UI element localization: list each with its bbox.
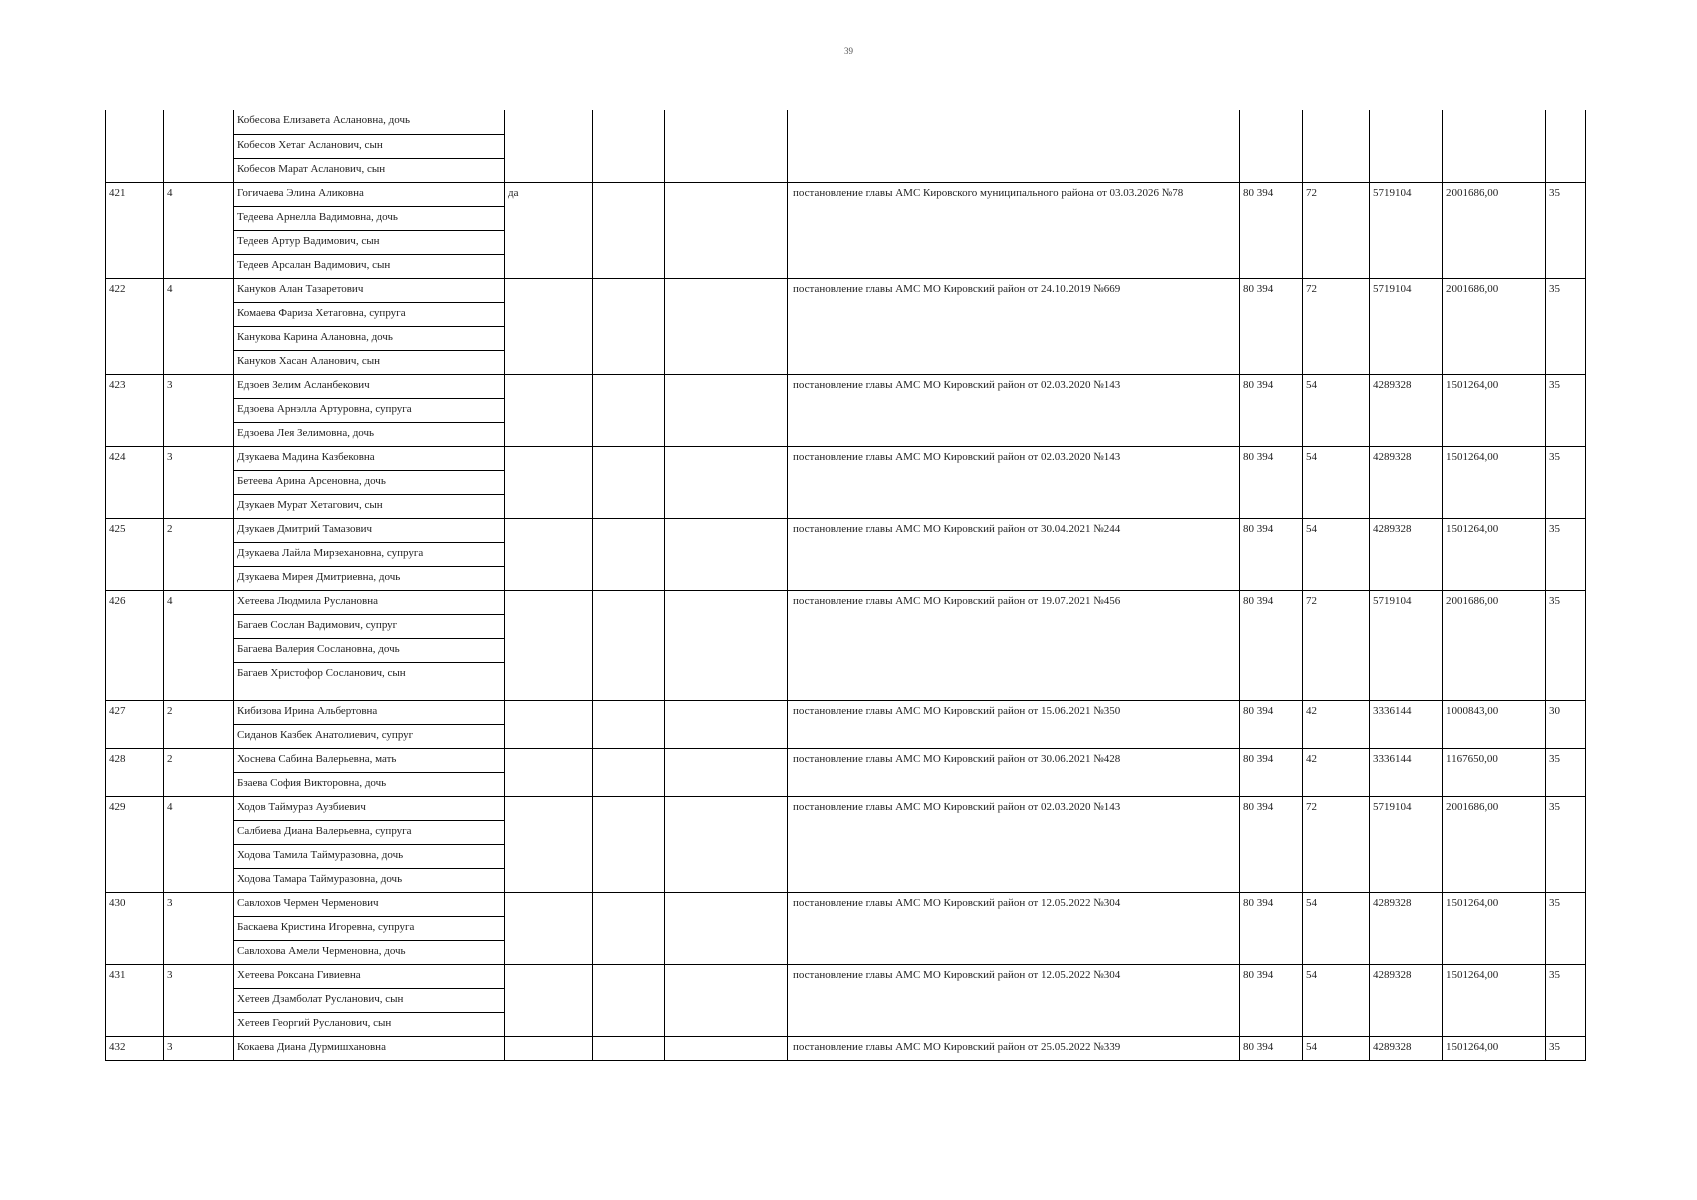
percent-cell: 35	[1546, 748, 1586, 796]
family-member-cell: Бзаева София Викторовна, дочь	[234, 772, 505, 796]
area-cell: 54	[1303, 1036, 1370, 1060]
oktmo-cell: 80 394	[1240, 590, 1303, 700]
family-member-cell: Багаев Сослан Вадимович, супруг	[234, 614, 505, 638]
family-member-cell: Кобесова Елизавета Аслановна, дочь	[234, 110, 505, 134]
page-number: 39	[844, 46, 853, 56]
empty-cell	[665, 964, 788, 1036]
payment-cell: 1501264,00	[1443, 964, 1546, 1036]
oktmo-cell: 80 394	[1240, 182, 1303, 278]
document-cell: постановление главы АМС МО Кировский район от 02.03.2020 №143	[788, 446, 1240, 518]
cost-cell: 4289328	[1370, 892, 1443, 964]
family-size-cell: 2	[164, 748, 234, 796]
family-member-cell: Едзоева Лея Зелимовна, дочь	[234, 422, 505, 446]
empty-cell	[593, 110, 665, 182]
cost-cell: 4289328	[1370, 518, 1443, 590]
empty-cell	[665, 518, 788, 590]
flag-cell	[505, 518, 593, 590]
cost-cell: 3336144	[1370, 700, 1443, 748]
document-cell: постановление главы АМС МО Кировский район от 02.03.2020 №143	[788, 374, 1240, 446]
oktmo-cell: 80 394	[1240, 964, 1303, 1036]
family-member-cell: Бетеева Арина Арсеновна, дочь	[234, 470, 505, 494]
empty-cell	[593, 518, 665, 590]
payment-cell: 2001686,00	[1443, 590, 1546, 700]
family-member-cell: Хетеев Дзамболат Русланович, сын	[234, 988, 505, 1012]
area-cell: 54	[1303, 964, 1370, 1036]
table-row	[106, 374, 1586, 398]
family-size-cell: 4	[164, 278, 234, 374]
empty-cell	[593, 700, 665, 748]
flag-cell	[505, 446, 593, 518]
family-member-cell: Хоснева Сабина Валерьевна, мать	[234, 748, 505, 772]
payment-cell: 2001686,00	[1443, 796, 1546, 892]
family-member-cell: Кокаева Диана Дурмишхановна	[234, 1036, 505, 1060]
payment-cell: 2001686,00	[1443, 182, 1546, 278]
payment-cell: 2001686,00	[1443, 278, 1546, 374]
cost-cell: 5719104	[1370, 182, 1443, 278]
empty-cell	[593, 446, 665, 518]
family-member-cell: Баскаева Кристина Игоревна, супруга	[234, 916, 505, 940]
flag-cell	[505, 700, 593, 748]
document-cell: постановление главы АМС МО Кировский район от 12.05.2022 №304	[788, 892, 1240, 964]
payment-cell: 1501264,00	[1443, 374, 1546, 446]
family-member-cell: Савлохов Чермен Черменович	[234, 892, 505, 916]
document-cell: постановление главы АМС МО Кировский район от 15.06.2021 №350	[788, 700, 1240, 748]
empty-cell	[593, 182, 665, 278]
family-member-cell: Дзукаев Мурат Хетагович, сын	[234, 494, 505, 518]
table-row	[106, 1036, 1586, 1060]
cost-cell: 5719104	[1370, 278, 1443, 374]
table-row	[106, 278, 1586, 302]
family-member-cell: Дзукаев Дмитрий Тамазович	[234, 518, 505, 542]
oktmo-cell	[1240, 110, 1303, 182]
flag-cell	[505, 964, 593, 1036]
empty-cell	[665, 374, 788, 446]
empty-cell	[665, 748, 788, 796]
document-cell: постановление главы АМС МО Кировский район от 30.06.2021 №428	[788, 748, 1240, 796]
document-cell: постановление главы АМС МО Кировский район от 24.10.2019 №669	[788, 278, 1240, 374]
payment-cell: 1501264,00	[1443, 892, 1546, 964]
table-row	[106, 590, 1586, 614]
flag-cell	[505, 110, 593, 182]
area-cell: 72	[1303, 182, 1370, 278]
family-size-cell: 3	[164, 964, 234, 1036]
oktmo-cell: 80 394	[1240, 796, 1303, 892]
flag-cell	[505, 748, 593, 796]
family-size-cell: 3	[164, 446, 234, 518]
family-member-cell: Савлохова Амели Черменовна, дочь	[234, 940, 505, 964]
family-member-cell: Тедеев Артур Вадимович, сын	[234, 230, 505, 254]
document-cell: постановление главы АМС МО Кировский район от 19.07.2021 №456	[788, 590, 1240, 700]
family-size-cell: 3	[164, 374, 234, 446]
family-member-cell: Ходова Тамила Таймуразовна, дочь	[234, 844, 505, 868]
area-cell: 72	[1303, 590, 1370, 700]
percent-cell: 35	[1546, 374, 1586, 446]
family-member-cell: Комаева Фариза Хетаговна, супруга	[234, 302, 505, 326]
empty-cell	[593, 748, 665, 796]
record-number-cell: 424	[106, 446, 164, 518]
empty-cell	[593, 590, 665, 700]
document-cell: постановление главы АМС Кировского муниципального района от 03.03.2026 №78	[788, 182, 1240, 278]
payment-cell	[1443, 110, 1546, 182]
empty-cell	[665, 892, 788, 964]
record-number-cell: 426	[106, 590, 164, 700]
area-cell: 42	[1303, 748, 1370, 796]
family-size-cell: 3	[164, 1036, 234, 1060]
percent-cell	[1546, 110, 1586, 182]
cost-cell: 4289328	[1370, 374, 1443, 446]
flag-cell	[505, 590, 593, 700]
area-cell: 54	[1303, 446, 1370, 518]
family-member-cell: Тедеева Арнелла Вадимовна, дочь	[234, 206, 505, 230]
record-number-cell: 422	[106, 278, 164, 374]
area-cell: 54	[1303, 518, 1370, 590]
family-member-cell: Сиданов Казбек Анатолиевич, супруг	[234, 724, 505, 748]
empty-cell	[593, 892, 665, 964]
registry-table	[105, 110, 1586, 1061]
family-member-cell: Кибизова Ирина Альбертовна	[234, 700, 505, 724]
area-cell: 72	[1303, 796, 1370, 892]
family-size-cell	[164, 110, 234, 182]
family-size-cell: 2	[164, 700, 234, 748]
cost-cell: 4289328	[1370, 964, 1443, 1036]
flag-cell	[505, 796, 593, 892]
flag-cell: да	[505, 182, 593, 278]
family-member-cell: Хетеев Георгий Русланович, сын	[234, 1012, 505, 1036]
table-row	[106, 748, 1586, 772]
empty-cell	[665, 590, 788, 700]
flag-cell	[505, 374, 593, 446]
table-row	[106, 518, 1586, 542]
record-number-cell: 429	[106, 796, 164, 892]
family-member-cell: Кануков Алан Тазаретович	[234, 278, 505, 302]
cost-cell: 4289328	[1370, 1036, 1443, 1060]
table-row	[106, 796, 1586, 820]
family-member-cell: Ходова Тамара Таймуразовна, дочь	[234, 868, 505, 892]
document-cell: постановление главы АМС МО Кировский район от 12.05.2022 №304	[788, 964, 1240, 1036]
family-member-cell: Багаева Валерия Сослановна, дочь	[234, 638, 505, 662]
family-member-cell: Ходов Таймураз Аузбиевич	[234, 796, 505, 820]
empty-cell	[665, 182, 788, 278]
record-number-cell	[106, 110, 164, 182]
payment-cell: 1000843,00	[1443, 700, 1546, 748]
empty-cell	[665, 700, 788, 748]
flag-cell	[505, 1036, 593, 1060]
table-row	[106, 892, 1586, 916]
percent-cell: 35	[1546, 796, 1586, 892]
record-number-cell: 421	[106, 182, 164, 278]
document-cell: постановление главы АМС МО Кировский район от 02.03.2020 №143	[788, 796, 1240, 892]
empty-cell	[665, 446, 788, 518]
oktmo-cell: 80 394	[1240, 1036, 1303, 1060]
document-cell	[788, 110, 1240, 182]
family-member-cell: Едзоев Зелим Асланбекович	[234, 374, 505, 398]
oktmo-cell: 80 394	[1240, 700, 1303, 748]
empty-cell	[593, 796, 665, 892]
empty-cell	[593, 374, 665, 446]
record-number-cell: 428	[106, 748, 164, 796]
area-cell	[1303, 110, 1370, 182]
document-cell: постановление главы АМС МО Кировский район от 30.04.2021 №244	[788, 518, 1240, 590]
payment-cell: 1501264,00	[1443, 518, 1546, 590]
area-cell: 72	[1303, 278, 1370, 374]
family-member-cell: Кануков Хасан Аланович, сын	[234, 350, 505, 374]
oktmo-cell: 80 394	[1240, 446, 1303, 518]
family-member-cell: Хетеева Роксана Гивиевна	[234, 964, 505, 988]
family-size-cell: 4	[164, 590, 234, 700]
flag-cell	[505, 278, 593, 374]
percent-cell: 35	[1546, 278, 1586, 374]
empty-cell	[593, 1036, 665, 1060]
table-row	[106, 700, 1586, 724]
document-cell: постановление главы АМС МО Кировский район от 25.05.2022 №339	[788, 1036, 1240, 1060]
oktmo-cell: 80 394	[1240, 748, 1303, 796]
family-member-cell: Дзукаева Мирея Дмитриевна, дочь	[234, 566, 505, 590]
family-size-cell: 4	[164, 796, 234, 892]
area-cell: 54	[1303, 892, 1370, 964]
empty-cell	[593, 964, 665, 1036]
family-member-cell: Дзукаева Лайла Мирзехановна, супруга	[234, 542, 505, 566]
percent-cell: 30	[1546, 700, 1586, 748]
record-number-cell: 431	[106, 964, 164, 1036]
cost-cell: 3336144	[1370, 748, 1443, 796]
percent-cell: 35	[1546, 446, 1586, 518]
flag-cell	[505, 892, 593, 964]
record-number-cell: 432	[106, 1036, 164, 1060]
family-member-cell: Кобесов Хетаг Асланович, сын	[234, 134, 505, 158]
oktmo-cell: 80 394	[1240, 278, 1303, 374]
family-member-cell: Хетеева Людмила Руслановна	[234, 590, 505, 614]
payment-cell: 1167650,00	[1443, 748, 1546, 796]
percent-cell: 35	[1546, 518, 1586, 590]
cost-cell: 5719104	[1370, 796, 1443, 892]
family-member-cell: Едзоева Арнэлла Артуровна, супруга	[234, 398, 505, 422]
family-member-cell: Гогичаева Элина Аликовна	[234, 182, 505, 206]
oktmo-cell: 80 394	[1240, 518, 1303, 590]
area-cell: 42	[1303, 700, 1370, 748]
oktmo-cell: 80 394	[1240, 892, 1303, 964]
record-number-cell: 427	[106, 700, 164, 748]
table-row	[106, 182, 1586, 206]
family-member-cell: Салбиева Диана Валерьевна, супруга	[234, 820, 505, 844]
cost-cell	[1370, 110, 1443, 182]
family-size-cell: 4	[164, 182, 234, 278]
family-size-cell: 3	[164, 892, 234, 964]
table-row	[106, 964, 1586, 988]
table-row	[106, 446, 1586, 470]
family-size-cell: 2	[164, 518, 234, 590]
record-number-cell: 423	[106, 374, 164, 446]
percent-cell: 35	[1546, 590, 1586, 700]
empty-cell	[593, 278, 665, 374]
family-member-cell: Тедеев Арсалан Вадимович, сын	[234, 254, 505, 278]
cost-cell: 4289328	[1370, 446, 1443, 518]
family-member-cell: Багаев Христофор Сосланович, сын	[234, 662, 505, 700]
family-member-cell: Канукова Карина Алановна, дочь	[234, 326, 505, 350]
payment-cell: 1501264,00	[1443, 446, 1546, 518]
percent-cell: 35	[1546, 1036, 1586, 1060]
area-cell: 54	[1303, 374, 1370, 446]
record-number-cell: 425	[106, 518, 164, 590]
payment-cell: 1501264,00	[1443, 1036, 1546, 1060]
percent-cell: 35	[1546, 182, 1586, 278]
cost-cell: 5719104	[1370, 590, 1443, 700]
percent-cell: 35	[1546, 964, 1586, 1036]
record-number-cell: 430	[106, 892, 164, 964]
registry-body	[106, 110, 1586, 1060]
percent-cell: 35	[1546, 892, 1586, 964]
empty-cell	[665, 278, 788, 374]
empty-cell	[665, 796, 788, 892]
family-member-cell: Дзукаева Мадина Казбековна	[234, 446, 505, 470]
table-row	[106, 110, 1586, 134]
oktmo-cell: 80 394	[1240, 374, 1303, 446]
empty-cell	[665, 110, 788, 182]
empty-cell	[665, 1036, 788, 1060]
family-member-cell: Кобесов Марат Асланович, сын	[234, 158, 505, 182]
